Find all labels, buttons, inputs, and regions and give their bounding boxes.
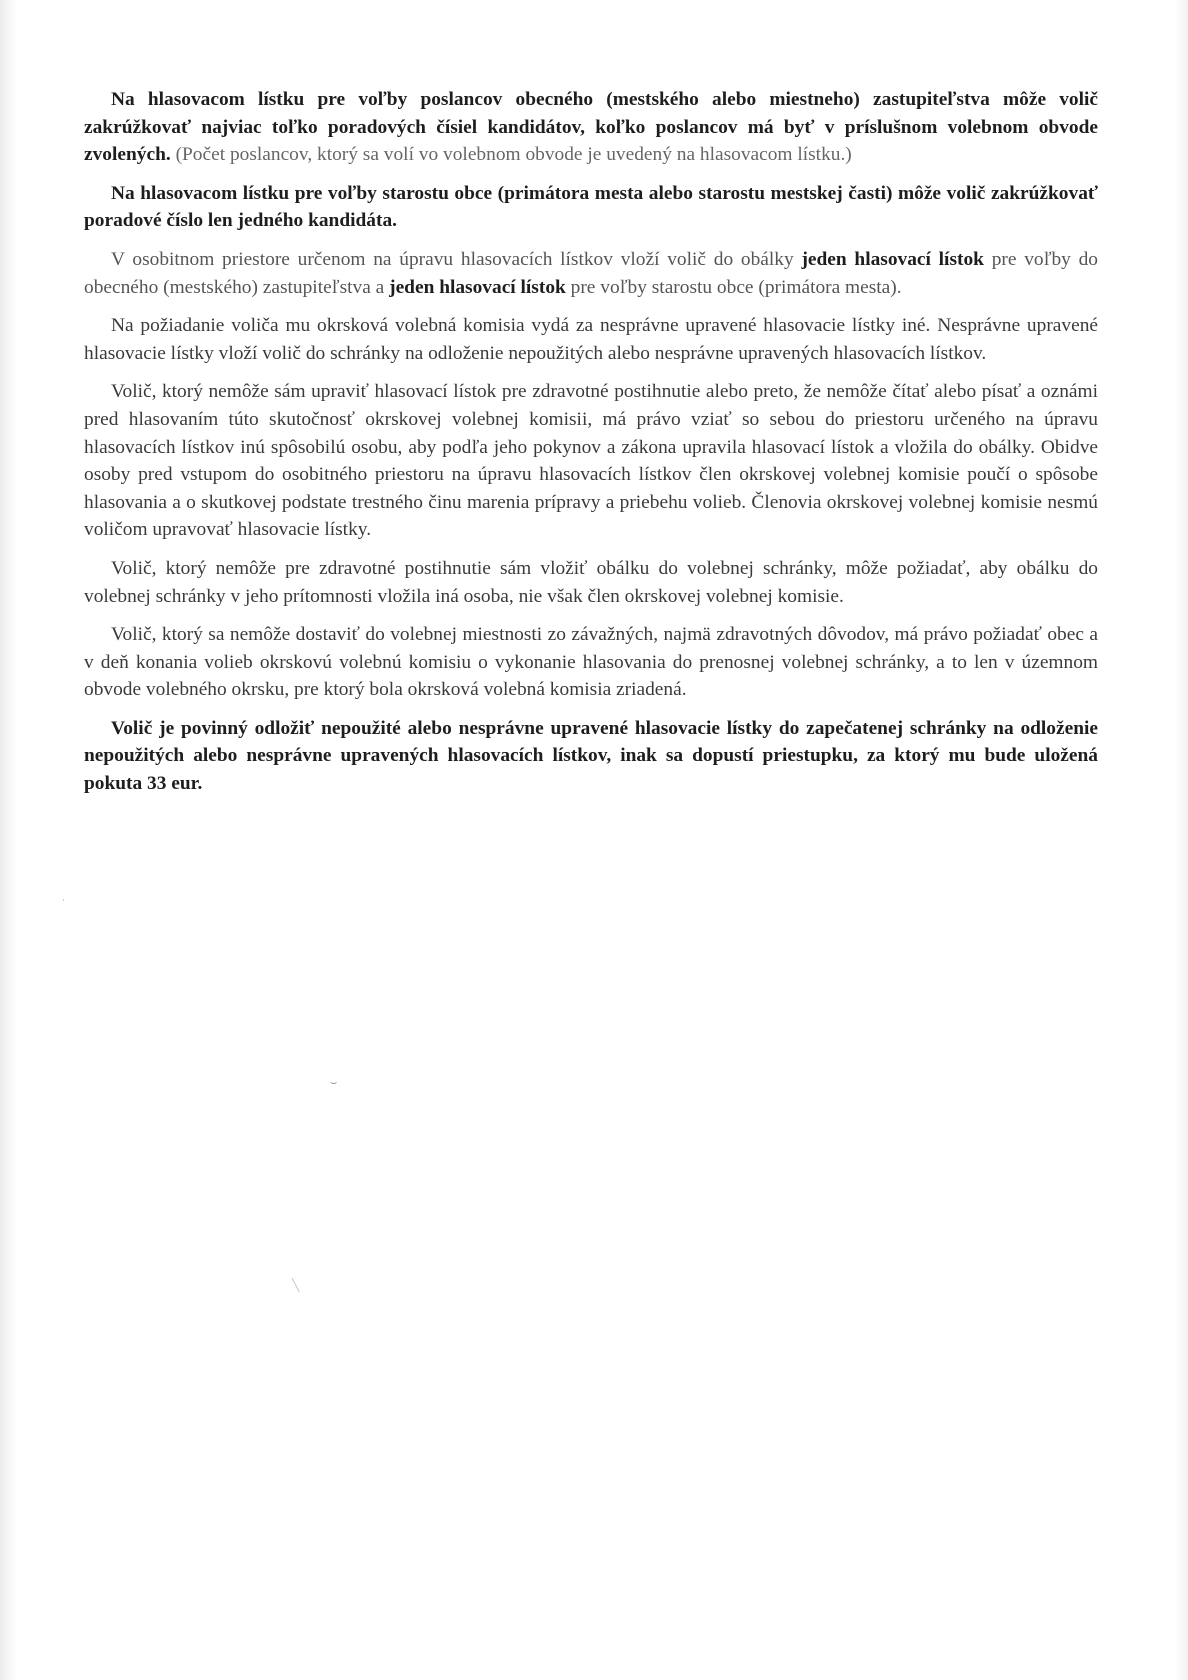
paragraph-segment: jeden hlasovací lístok: [389, 276, 566, 298]
paragraph-segment: V osobitnom priestore určenom na úpravu hlasovacích lístkov vloží volič do obálky: [111, 248, 802, 270]
scan-speck: ⌣: [330, 1076, 338, 1089]
scan-speck: ·: [62, 896, 65, 906]
paragraph-segment: Na hlasovacom lístku pre voľby poslancov obecného (mestského alebo miestneho) zastupiteľstva môže volič zakrúžkovať najviac toľko poradových čísiel kandidátov, koľko poslancov má byť v príslušnom volebnom obvode zvolených.: [84, 89, 1098, 166]
paragraph-segment: Na požiadanie voliča mu okrsková volebná komisia vydá za nesprávne upravené hlasovacie lístky iné. Nesprávne upravené hlasovacie lístky vloží volič do schránky na odloženie nepoužitých alebo nesprávne upravených hlasovacích lístkov.: [84, 315, 1098, 364]
paragraph-assisted-voting: [84, 378, 1098, 544]
paragraph-segment: (Počet poslancov, ktorý sa volí vo volebnom obvode je uvedený na hlasovacom lístku.): [170, 144, 852, 166]
paragraph-segment: jeden hlasovací lístok: [801, 248, 984, 270]
paragraph-council-ballot: [84, 86, 1098, 169]
document-body: [84, 86, 1098, 809]
paragraph-penalty-notice: [84, 715, 1098, 798]
paragraph-segment: Volič je povinný odložiť nepoužité alebo nesprávne upravené hlasovacie lístky do zapečatenej schránky na odloženie nepoužitých alebo nesprávne upravených hlasovacích lístkov, inak sa dopustí priestupku, za ktorý mu bude uložená pokuta 33 eur.: [84, 717, 1098, 795]
paragraph-segment: Na hlasovacom lístku pre voľby starostu obce (primátora mesta alebo starostu mestskej časti) môže volič zakrúžkovať poradové číslo len jedného kandidáta.: [84, 182, 1098, 232]
paragraph-envelope-assistance: [84, 555, 1098, 610]
paragraph-segment: Volič, ktorý nemôže sám upraviť hlasovací lístok pre zdravotné postihnutie alebo preto, že nemôže čítať alebo písať a oznámi pred hlasovaním túto skutočnosť okrskovej volebnej komisii, má právo vziať so sebou do priestoru určeného na úpravu hlasovacích lístkov inú spôsobilú osobu, aby podľa jeho pokynov a zákona upravila hlasovací lístok a vložila do obálky. Obidve osoby pred vstupom do osobitného priestoru na úpravu hlasovacích lístkov člen okrskovej volebnej komisie poučí o spôsobe hlasovania a o skutkovej podstate trestného činu marenia prípravy a priebehu volieb. Členovia okrskovej volebnej komisie nesmú voličom upravovať hlasovacie lístky.: [84, 381, 1098, 541]
scan-speck: ╲: [292, 1278, 300, 1292]
paragraph-segment: pre voľby do obecného (mestského) zastupiteľstva a: [84, 248, 1099, 298]
paragraph-mayor-ballot: [84, 180, 1098, 235]
paragraph-segment: Volič, ktorý sa nemôže dostaviť do volebnej miestnosti zo závažných, najmä zdravotných dôvodov, má právo požiadať obec a v deň konania volieb okrskovú volebnú komisiu o vykonanie hlasovania do prenosnej volebnej schránky, a to len v územnom obvode volebného okrsku, pre ktorý bola okrsková volebná komisia zriadená.: [84, 624, 1098, 701]
paragraph-replacement-ballots: [84, 312, 1098, 367]
paragraph-portable-ballot-box: [84, 621, 1098, 704]
paragraph-envelope-instructions: [84, 246, 1098, 301]
paragraph-segment: Volič, ktorý nemôže pre zdravotné postihnutie sám vložiť obálku do volebnej schránky, môže požiadať, aby obálku do volebnej schránky v jeho prítomnosti vložila iná osoba, nie však člen okrskovej volebnej komisie.: [84, 557, 1098, 607]
paragraph-segment: pre voľby starostu obce (primátora mesta).: [565, 276, 902, 298]
